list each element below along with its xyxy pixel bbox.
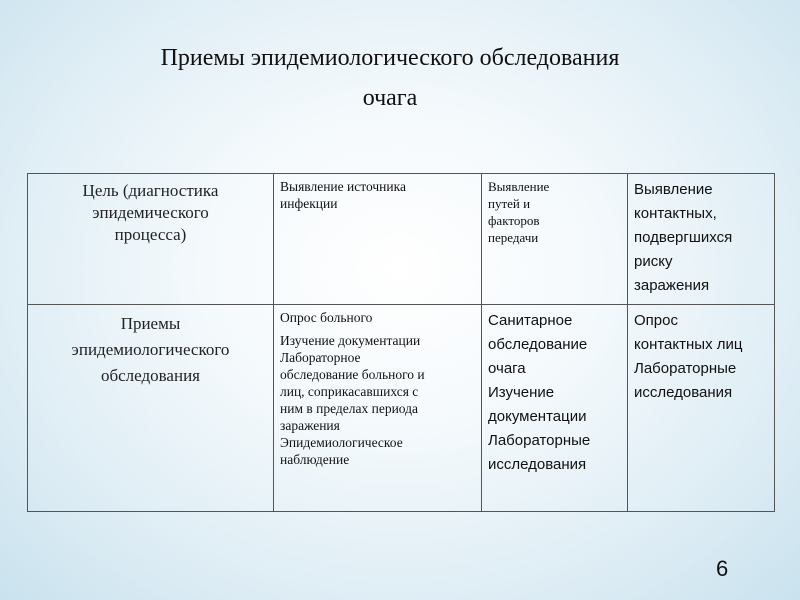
cell-methods-source bbox=[274, 305, 482, 512]
cell-text: риску bbox=[634, 253, 673, 270]
cell-goal-source bbox=[274, 174, 482, 305]
cell-goal-label bbox=[28, 174, 274, 305]
cell-text: контактных, bbox=[634, 205, 717, 222]
cell-text: Выявление bbox=[488, 179, 550, 194]
method-item: Лабораторное bbox=[280, 350, 361, 365]
cell-goal-contacts bbox=[628, 174, 775, 305]
cell-goal-transmission bbox=[482, 174, 628, 305]
cell-methods-transmission bbox=[482, 305, 628, 512]
cell-text: Приемы bbox=[120, 314, 181, 333]
slide-title-line-2: очага bbox=[362, 85, 418, 111]
cell-text: инфекции bbox=[280, 196, 338, 211]
investigation-table bbox=[27, 173, 775, 512]
cell-text: обследования bbox=[100, 366, 200, 385]
slide-title-line-1: Приемы эпидемиологического обследования bbox=[160, 45, 620, 71]
method-item: Изучение bbox=[488, 384, 555, 401]
method-item: обследование больного и bbox=[280, 367, 425, 382]
method-item: очага bbox=[488, 360, 526, 377]
slide-title bbox=[60, 38, 720, 118]
table-row-goals bbox=[28, 174, 775, 305]
cell-methods-contacts bbox=[628, 305, 775, 512]
method-item: исследования bbox=[488, 456, 587, 473]
method-item: обследование bbox=[488, 336, 588, 353]
cell-text: Выявление источника bbox=[280, 179, 406, 194]
cell-text: передачи bbox=[488, 230, 539, 245]
method-item: лиц, соприкасавшихся с bbox=[280, 384, 419, 399]
method-item: контактных лиц bbox=[634, 336, 743, 353]
method-item: Опрос больного bbox=[280, 310, 373, 325]
method-item: Изучение документации bbox=[280, 333, 421, 348]
method-item: Эпидемиологическое bbox=[280, 435, 403, 450]
method-item: ним в пределах периода bbox=[280, 401, 419, 416]
method-item: Опрос bbox=[634, 312, 678, 329]
method-item: заражения bbox=[280, 418, 340, 433]
cell-text: путей и bbox=[488, 196, 531, 211]
cell-methods-label bbox=[28, 305, 274, 512]
method-item: исследования bbox=[634, 384, 733, 401]
cell-text: эпидемического bbox=[92, 203, 209, 222]
method-item: Лабораторные bbox=[488, 432, 591, 449]
cell-text: заражения bbox=[634, 277, 710, 294]
table-row-methods bbox=[28, 305, 775, 512]
cell-text: Цель (диагностика bbox=[82, 181, 219, 200]
cell-text: факторов bbox=[488, 213, 540, 228]
cell-text: эпидемиологического bbox=[71, 340, 230, 359]
page-number: 6 bbox=[716, 556, 729, 581]
cell-text: подвергшихся bbox=[634, 229, 733, 246]
cell-text: Выявление bbox=[634, 181, 713, 198]
method-item: Санитарное bbox=[488, 312, 573, 329]
method-item: документации bbox=[488, 408, 587, 425]
cell-text: процесса) bbox=[114, 225, 187, 244]
method-item: Лабораторные bbox=[634, 360, 737, 377]
method-item: наблюдение bbox=[280, 452, 350, 467]
